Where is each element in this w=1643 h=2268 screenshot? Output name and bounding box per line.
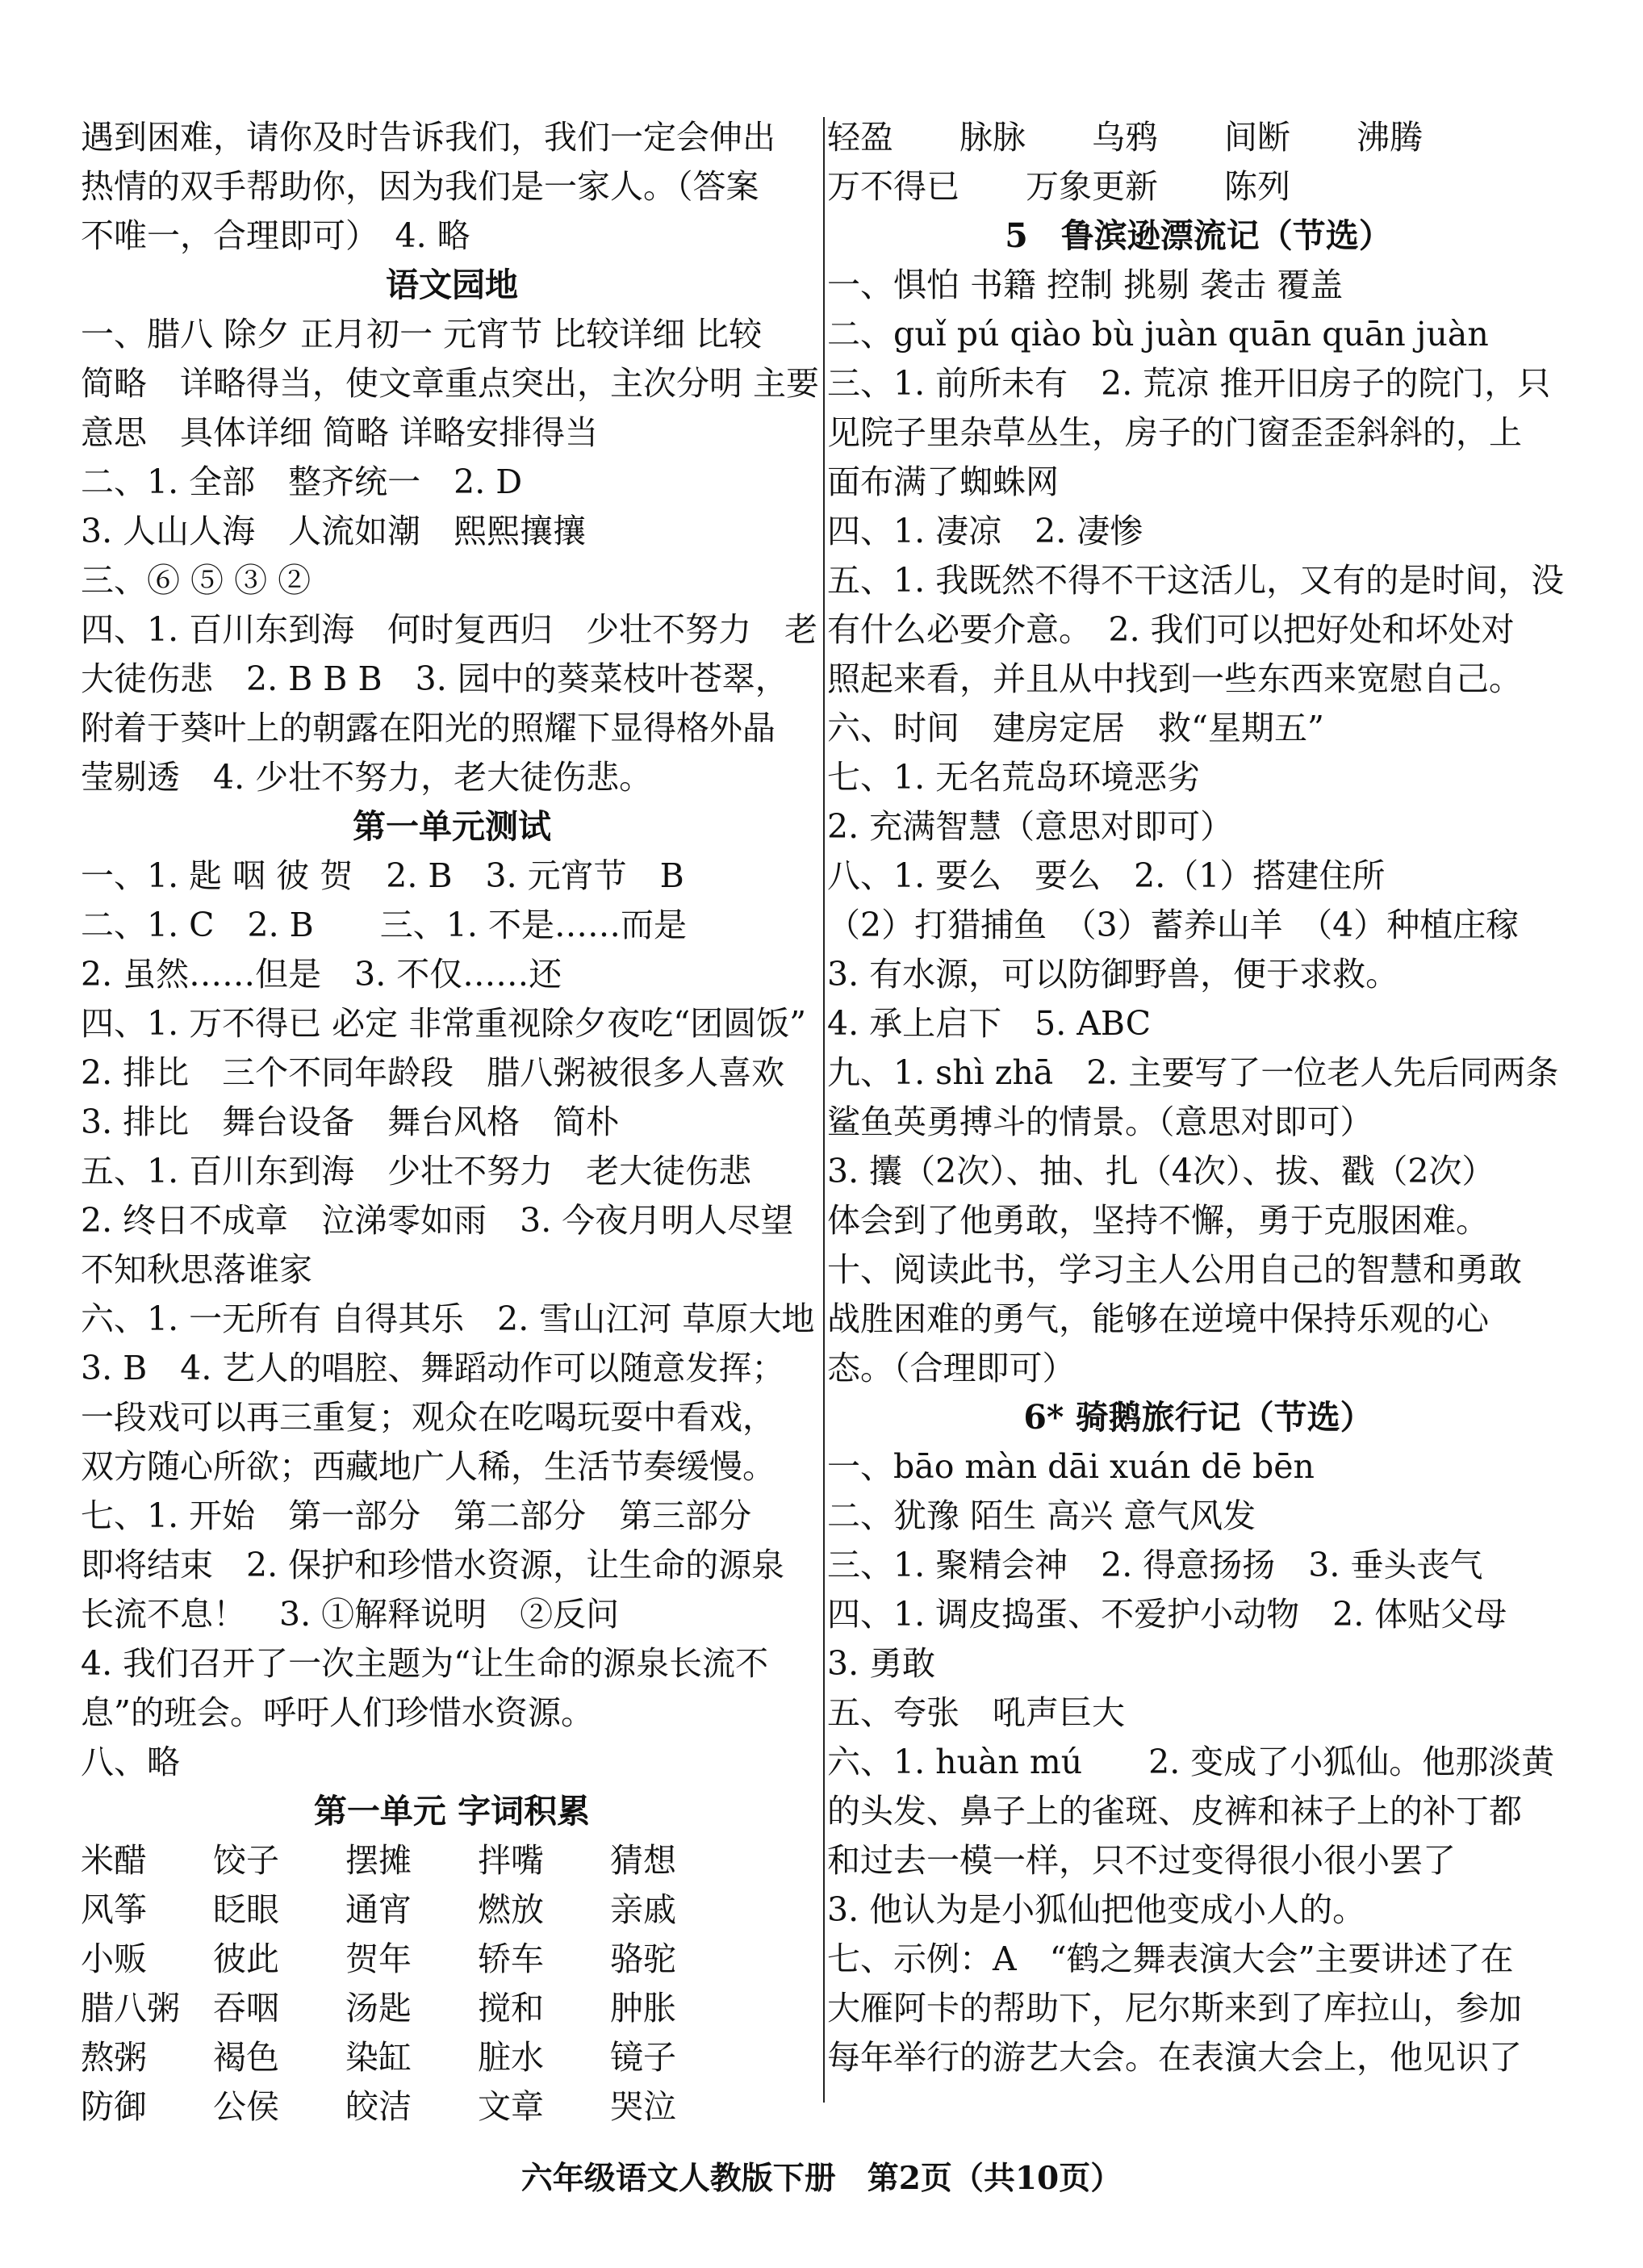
answer-line: 八、1. 要么 要么 2.（1）搭建住所 [827,856,1386,895]
answer-line: 四、1. 调皮捣蛋、不爱护小动物 2. 体贴父母 [827,1595,1507,1634]
answer-line: 热情的双手帮助你，因为我们是一家人。（答案 [81,167,759,206]
answer-line: 即将结束 2. 保护和珍惜水资源，让生命的源泉 [81,1546,785,1584]
answer-line: 六、1. huàn mú 2. 变成了小狐仙。他那淡黄 [827,1743,1555,1781]
answer-line: 四、1. 万不得已 必定 非常重视除夕夜吃“团圆饭” [81,1004,807,1043]
word-cell: 轿车 [478,1940,544,1978]
word-grid-row [81,2082,823,2132]
answer-line: 三、1. 前所未有 2. 荒凉 推开旧房子的院门，只 [827,364,1551,403]
answer-line: 一、1. 匙 咽 彼 贺 2. B 3. 元宵节 B [81,856,684,895]
word-cell: 拌嘴 [478,1841,544,1880]
answer-line: 五、夸张 吼声巨大 [827,1693,1125,1732]
word-cell: 间断 [1224,118,1290,157]
answer-line: 的头发、鼻子上的雀斑、皮裤和袜子上的补丁都 [827,1792,1522,1831]
answer-line: 息”的班会。呼吁人们珍惜水资源。 [81,1693,594,1732]
answer-line: 和过去一模一样，只不过变得很小很小罢了 [827,1841,1456,1880]
answer-line: 见院子里杂草丛生，房子的门窗歪歪斜斜的，上 [827,413,1522,452]
answer-line: 3. B 4. 艺人的唱腔、舞蹈动作可以随意发挥； [81,1349,785,1387]
section-heading: 第一单元 字词积累 [313,1792,591,1831]
answer-line: 附着于葵叶上的朝露在阳光的照耀下显得格外晶 [81,709,776,747]
word-cell: 镜子 [610,2038,676,2077]
word-cell: 乌鸦 [1092,118,1158,157]
answer-line: （2）打猎捕鱼 （3）蓄养山羊 （4）种植庄稼 [827,906,1520,944]
word-cell: 眨眼 [213,1890,279,1929]
answer-line: 2. 虽然……但是 3. 不仅……还 [81,955,562,994]
answer-line: 六、1. 一无所有 自得其乐 2. 雪山江河 草原大地 [81,1299,815,1338]
answer-line: 四、1. 百川东到海 何时复西归 少壮不努力 老 [81,610,818,649]
word-cell: 文章 [478,2087,544,2126]
answer-line: 2. 排比 三个不同年龄段 腊八粥被很多人喜欢 [81,1053,785,1092]
section-heading: 第一单元测试 [353,807,551,846]
answer-line: 3. 他认为是小狐仙把他变成小人的。 [827,1890,1366,1929]
word-cell: 燃放 [478,1890,544,1929]
word-cell: 摆摊 [345,1841,412,1880]
answer-line: 4. 我们召开了一次主题为“让生命的源泉长流不 [81,1644,769,1683]
word-grid-row [81,1935,823,1984]
answer-line: 2. 充满智慧（意思对即可） [827,807,1234,846]
answer-line: 大雁阿卡的帮助下，尼尔斯来到了库拉山，参加 [827,1989,1522,2027]
word-cell: 贺年 [345,1940,412,1978]
answer-line: 一、腊八 除夕 正月初一 元宵节 比较详细 比较 [81,315,763,354]
word-cell: 熬粥 [81,2038,147,2077]
word-cell: 脉脉 [959,118,1026,157]
left-column [81,113,823,2132]
answer-line: 3. 排比 舞台设备 舞台风格 简朴 [81,1103,620,1141]
answer-line: 七、1. 无名荒岛环境恶劣 [827,758,1201,797]
word-cell: 皎洁 [345,2087,412,2126]
word-cell: 猜想 [610,1841,676,1880]
answer-line: 一、bāo màn dāi xuán dē bēn [827,1447,1315,1486]
answer-line: 八、略 [81,1743,180,1781]
word-cell: 公侯 [213,2087,279,2126]
answer-line: 不知秋思落谁家 [81,1250,312,1289]
answer-line: 鲨鱼英勇搏斗的情景。（意思对即可） [827,1103,1373,1141]
section-heading: 6* 骑鹅旅行记（节选） [1023,1398,1373,1437]
word-grid-row [81,1984,823,2033]
answer-line: 简略 详略得当，使文章重点突出，主次分明 主要 [81,364,820,403]
answer-line: 二、1. C 2. B 三、1. 不是……而是 [81,906,687,944]
answer-line: 体会到了他勇敢，坚持不懈，勇于克服困难。 [827,1201,1489,1240]
answer-line: 2. 终日不成章 泣涕零如雨 3. 今夜月明人尽望 [81,1201,794,1240]
answer-line: 态。（合理即可） [827,1349,1076,1387]
answer-line: 一、惧怕 书籍 控制 挑剔 袭击 覆盖 [827,266,1344,304]
word-cell: 轻盈 [827,118,893,157]
answer-line: 二、1. 全部 整齐统一 2. D [81,462,523,501]
section-heading: 语文园地 [386,266,518,304]
answer-line: 四、1. 凄凉 2. 凄惨 [827,512,1143,550]
answer-line: 二、guǐ pú qiào bù juàn quān quān juàn [827,315,1489,354]
word-cell: 腊八粥 [81,1989,180,2027]
word-grid-row [81,1836,823,1885]
word-cell: 米醋 [81,1841,147,1880]
answer-line: 双方随心所欲；西藏地广人稀，生活节奏缓慢。 [81,1447,776,1486]
answer-line: 九、1. shì zhā 2. 主要写了一位老人先后同两条 [827,1053,1559,1092]
word-cell: 小贩 [81,1940,147,1978]
answer-line: 莹剔透 4. 少壮不努力，老大徒伤悲。 [81,758,653,797]
answer-line: 五、1. 百川东到海 少壮不努力 老大徒伤悲 [81,1152,752,1190]
answer-line: 不唯一，合理即可） 4. 略 [81,216,470,255]
word-cell: 吞咽 [213,1989,279,2027]
answer-line: 万不得已 万象更新 陈列 [827,167,1290,206]
word-cell: 骆驼 [610,1940,676,1978]
answer-line: 3. 人山人海 人流如潮 熙熙攘攘 [81,512,587,550]
word-grid-row [827,113,1570,162]
answer-line: 一段戏可以再三重复；观众在吃喝玩耍中看戏， [81,1398,776,1437]
answer-line: 遇到困难，请你及时告诉我们，我们一定会伸出 [81,118,776,157]
word-grid-row [81,1885,823,1935]
word-cell: 肿胀 [610,1989,676,2027]
word-cell: 彼此 [213,1940,279,1978]
answer-line: 五、1. 我既然不得不干这活儿，又有的是时间，没 [827,561,1565,600]
answer-line: 长流不息！ 3. ①解释说明 ②反问 [81,1595,620,1634]
word-cell: 风筝 [81,1890,147,1929]
answer-line: 有什么必要介意。 2. 我们可以把好处和坏处对 [827,610,1515,649]
word-grid-row [81,2033,823,2082]
word-cell: 褐色 [213,2038,279,2077]
answer-line: 六、时间 建房定居 救“星期五” [827,709,1324,747]
answer-line: 3. 勇敢 [827,1644,936,1683]
answer-line: 3. 有水源，可以防御野兽，便于求救。 [827,955,1399,994]
answer-line: 面布满了蜘蛛网 [827,462,1059,501]
column-divider [823,117,825,2103]
answer-line: 每年举行的游艺大会。在表演大会上，他见识了 [827,2038,1522,2077]
page-footer: 六年级语文人教版下册 第2页（共10页） [520,2160,1123,2197]
word-cell: 脏水 [478,2038,544,2077]
answer-line: 十、阅读此书，学习主人公用自己的智慧和勇敢 [827,1250,1522,1289]
section-heading: 5 鲁滨逊漂流记（节选） [1005,216,1392,255]
answer-line: 4. 承上启下 5. ABC [827,1004,1152,1043]
answer-line: 七、示例：A “鹤之舞表演大会”主要讲述了在 [827,1940,1514,1978]
answer-line: 大徒伤悲 2. B B B 3. 园中的葵菜枝叶苍翠， [81,659,788,698]
word-cell: 通宵 [345,1890,412,1929]
right-column [827,113,1570,2082]
answer-line: 二、犹豫 陌生 高兴 意气风发 [827,1496,1256,1535]
word-cell: 哭泣 [610,2087,676,2126]
answer-line: 意思 具体详细 简略 详略安排得当 [81,413,599,452]
word-cell: 防御 [81,2087,147,2126]
answer-line: 3. 攮（2次）、抽、扎（4次）、拔、戳（2次） [827,1152,1495,1190]
word-cell: 亲戚 [610,1890,676,1929]
word-cell: 饺子 [213,1841,279,1880]
word-cell: 沸腾 [1357,118,1423,157]
answer-line: 照起来看，并且从中找到一些东西来宽慰自己。 [827,659,1522,698]
word-cell: 汤匙 [345,1989,412,2027]
answer-line: 三、1. 聚精会神 2. 得意扬扬 3. 垂头丧气 [827,1546,1483,1584]
answer-line: 三、⑥ ⑤ ③ ② [81,561,311,600]
answer-line: 战胜困难的勇气，能够在逆境中保持乐观的心 [827,1299,1489,1338]
word-cell: 染缸 [345,2038,412,2077]
word-cell: 搅和 [478,1989,544,2027]
answer-line: 七、1. 开始 第一部分 第二部分 第三部分 [81,1496,752,1535]
